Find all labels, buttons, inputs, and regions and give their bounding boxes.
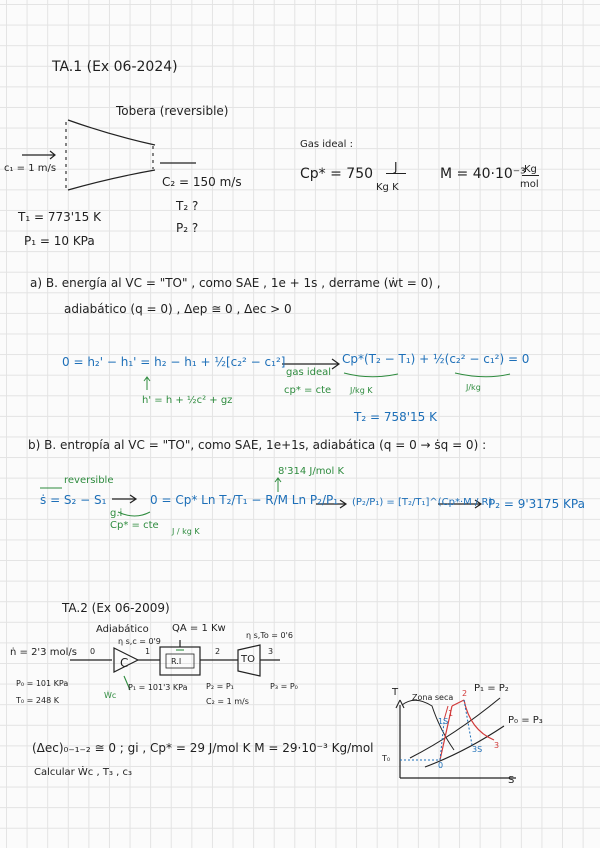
state-2: 2: [215, 647, 221, 656]
entropy-balance-equation: 0 = Cp* Ln T₂/T₁ − R/M Ln P₂/P₁: [150, 493, 339, 507]
molar-mass: M = 40·10⁻³: [440, 166, 526, 182]
energy-balance-result: Cp*(T₂ − T₁) + ½(c₂² − c₁²) = 0: [342, 352, 530, 366]
compressor-symbol: C: [120, 656, 129, 670]
ts-t0-label: T₀: [382, 754, 391, 763]
pressure-ratio-equation: (P₂/P₁) = [T₂/T₁]^(Cp*·M / R): [352, 497, 493, 508]
velocity-unit-note: J/kg: [466, 383, 481, 392]
gas-ideal-note: gas ideal: [286, 367, 332, 378]
gas-constant-note: 8'314 J/mol K: [278, 466, 345, 477]
part-a-line-1: a) B. energía al VC = "TO" , como SAE , 1e + 1s , derrame (ẇt = 0) ,: [30, 276, 441, 290]
ts-point-1s: 1S: [438, 717, 449, 726]
inlet-temperature: T₁ = 773'15 K: [18, 210, 101, 224]
ts-point-1: 1: [448, 709, 454, 718]
heat-input: QA = 1 Kw: [172, 623, 226, 634]
t2-result: T₂ = 758'15 K: [354, 410, 437, 424]
ambient-temperature: T₀ = 248 K: [16, 696, 59, 705]
molar-flow: ṅ = 2'3 mol/s: [10, 647, 77, 658]
state-0: 0: [90, 647, 96, 656]
problem-2-data: (Δec)₀₋₁₋₂ ≅ 0 ; gi , Cp* = 29 J/mol K M = 29·10⁻³ Kg/mol: [32, 741, 374, 755]
enthalpy-definition: h' = h + ½c² + gz: [142, 395, 233, 406]
part-b-line-1: b) B. entropía al VC = "TO", como SAE, 1e+1s, adiabática (q = 0 → ṡq = 0) :: [28, 438, 487, 452]
p1-value: P₁ = 101'3 KPa: [128, 683, 188, 692]
ts-axis-t: T: [392, 687, 399, 698]
inlet-pressure: P₁ = 10 KPa: [24, 234, 95, 248]
heater-symbol: R.I: [171, 657, 182, 666]
p3-equals-p0: P₃ = P₀: [270, 682, 298, 691]
nozzle-label: Tobera (reversible): [116, 104, 229, 118]
ts-point-3s: 3S: [472, 745, 483, 754]
dry-zone-label: Zona seca: [412, 693, 454, 702]
state-1: 1: [145, 647, 151, 656]
p2-equals-p1: P₂ = P₁: [206, 682, 234, 691]
reversible-note: reversible: [64, 475, 114, 486]
t2-unknown: T₂ ?: [176, 199, 199, 213]
outlet-velocity: C₂ = 150 m/s: [162, 175, 242, 189]
problem-2-title: TA.2 (Ex 06-2009): [62, 601, 170, 615]
compressor-efficiency: η s,c = 0'9: [118, 637, 161, 646]
problem-2-question: Calcular Ẇc , T₃ , c₃: [34, 767, 133, 778]
turbine-symbol: TO: [241, 654, 255, 665]
molar-mass-denominator: mol: [520, 179, 539, 190]
ts-point-0: 0: [438, 761, 444, 770]
ts-point-2: 2: [462, 689, 468, 698]
ts-point-3: 3: [494, 741, 500, 750]
ideal-gas-note: g.i: [110, 508, 123, 519]
molar-mass-numerator: Kg: [524, 164, 537, 175]
p2-unknown: P₂ ?: [176, 221, 199, 235]
ambient-pressure: P₀ = 101 KPa: [16, 679, 69, 688]
p2-result: P₂ = 9'3175 KPa: [488, 497, 585, 511]
ts-axis-s: S: [508, 775, 515, 786]
entropy-change: ṡ = S₂ − S₁: [40, 493, 107, 507]
cp-unit-denominator: Kg K: [376, 182, 399, 193]
cp-constant-note: cp* = cte: [284, 385, 332, 396]
energy-balance-equation: 0 = h₂' − h₁' = h₂ − h₁ + ½[c₂² − c₁²]: [62, 355, 286, 369]
c2-value: C₂ = 1 m/s: [206, 697, 249, 706]
ideal-gas-label: Gas ideal :: [300, 139, 353, 150]
cp-value: Cp* = 750: [300, 166, 374, 182]
isobar-p0-label: P₀ = P₃: [508, 715, 543, 726]
isobar-p1-label: P₁ = P₂: [474, 683, 509, 694]
inlet-velocity: c₁ = 1 m/s: [4, 163, 57, 174]
cp-unit-numerator: J: [386, 161, 406, 174]
cp-unit-note: J/kg K: [350, 386, 373, 395]
turbine-efficiency: η s,To = 0'6: [246, 631, 293, 640]
compressor-work: Ẇc: [104, 691, 117, 700]
state-3: 3: [268, 647, 274, 656]
part-a-line-2: adiabático (q = 0) , Δep ≅ 0 , Δec > 0: [64, 302, 292, 316]
problem-1-title: TA.1 (Ex 06-2024): [52, 59, 178, 75]
adiabatic-label: Adiabático: [96, 624, 149, 635]
cp-unit-note-b: J / kg K: [172, 527, 200, 536]
cp-constant-note-b: Cp* = cte: [110, 520, 159, 531]
